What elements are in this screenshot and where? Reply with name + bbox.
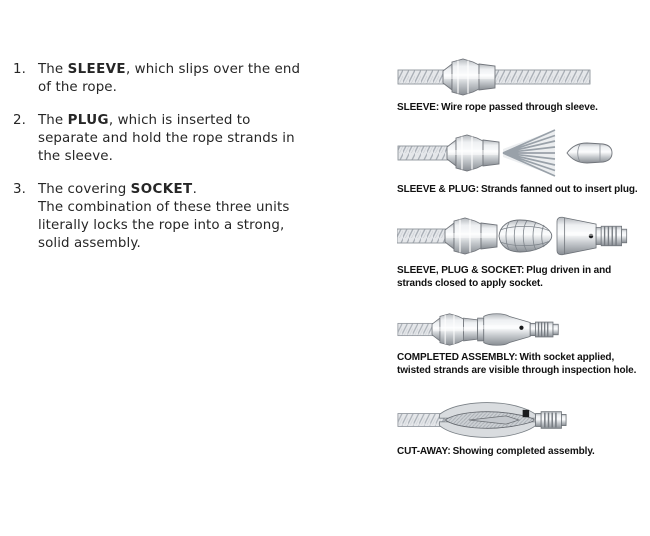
- sleeve-plug-socket-illustration: [397, 210, 632, 262]
- instruction-item-2: [13, 112, 343, 166]
- socket-neck: [530, 323, 535, 335]
- item-text-post: .: [192, 182, 197, 197]
- socket-neck: [536, 414, 542, 427]
- item-number: 1.: [13, 62, 26, 77]
- sleeve-illustration: [397, 55, 592, 99]
- item-text-pre: The: [38, 62, 68, 77]
- item-number: 3.: [13, 182, 26, 197]
- item-line: solid assembly.: [38, 236, 141, 251]
- figure-cutaway: [397, 397, 649, 458]
- figure-caption: [397, 101, 649, 114]
- plug-part: [567, 143, 612, 163]
- figure-completed-assembly: [397, 310, 649, 377]
- caption-text: Plug driven in and strands closed to apply socket.: [397, 265, 612, 289]
- caption-text: Strands fanned out to insert plug.: [480, 184, 638, 195]
- item-line: literally locks the rope into a strong,: [38, 218, 285, 233]
- figure-caption: [397, 445, 649, 458]
- item-line: [38, 112, 343, 130]
- closed-strands-bulb: [499, 220, 552, 252]
- caption-text: Wire rope passed through sleeve.: [441, 102, 598, 113]
- inspection-hole: [519, 326, 523, 330]
- sleeve-fitting: [447, 135, 499, 171]
- figure-caption: [397, 351, 649, 377]
- figure-column: [397, 55, 649, 458]
- sleeve-fitting: [445, 218, 497, 254]
- item-term: SLEEVE: [67, 62, 126, 77]
- caption-label: SLEEVE, PLUG & SOCKET:: [397, 265, 525, 276]
- item-line: The combination of these three units: [38, 200, 290, 215]
- socket-body: [484, 314, 530, 346]
- wire-rope: [398, 146, 452, 160]
- wire-rope: [397, 229, 451, 243]
- sleeve-plug-illustration: [397, 125, 615, 181]
- item-text: [38, 181, 343, 253]
- item-line: [38, 61, 343, 79]
- caption-text: Showing completed assembly.: [452, 446, 595, 457]
- item-line: of the rope.: [38, 80, 117, 95]
- sleeve-fitting: [432, 314, 478, 346]
- figure-sleeve-plug: [397, 125, 649, 196]
- figure-sleeve: [397, 55, 649, 114]
- figure-sleeve-plug-socket: [397, 210, 649, 290]
- figure-caption: [397, 264, 649, 290]
- item-text-post: , which is inserted to: [108, 113, 251, 128]
- figure-caption: [397, 183, 649, 196]
- item-line: [38, 181, 343, 199]
- item-line: the sleeve.: [38, 149, 113, 164]
- item-text: [38, 61, 343, 97]
- item-text: [38, 112, 343, 166]
- wire-rope: [398, 414, 444, 427]
- sleeve-fitting: [443, 59, 495, 95]
- socket-part: [557, 217, 627, 254]
- caption-label: CUT-AWAY:: [397, 446, 451, 457]
- cut-notch: [523, 410, 529, 417]
- caption-label: COMPLETED ASSEMBLY:: [397, 352, 518, 363]
- cutaway-illustration: [397, 397, 567, 443]
- item-text-pre: The: [38, 113, 68, 128]
- item-text-post: , which slips over the end: [125, 62, 301, 77]
- caption-label: SLEEVE:: [397, 102, 440, 113]
- completed-assembly-illustration: [397, 310, 560, 349]
- caption-text: With socket applied, twisted strands are visible through inspection hole.: [397, 352, 637, 376]
- item-line: separate and hold the rope strands in: [38, 131, 295, 146]
- instruction-list: [13, 61, 343, 268]
- wire-rope: [398, 323, 437, 335]
- socket-collar: [478, 318, 484, 341]
- item-term: PLUG: [67, 113, 109, 128]
- item-term: SOCKET: [130, 182, 193, 197]
- instruction-item-3: [13, 181, 343, 253]
- stud-cap: [553, 324, 558, 335]
- caption-label: SLEEVE & PLUG:: [397, 184, 479, 195]
- stud-cap: [561, 414, 566, 425]
- item-number: 2.: [13, 113, 26, 128]
- instruction-item-1: [13, 61, 343, 97]
- item-text-pre: The covering: [38, 182, 131, 197]
